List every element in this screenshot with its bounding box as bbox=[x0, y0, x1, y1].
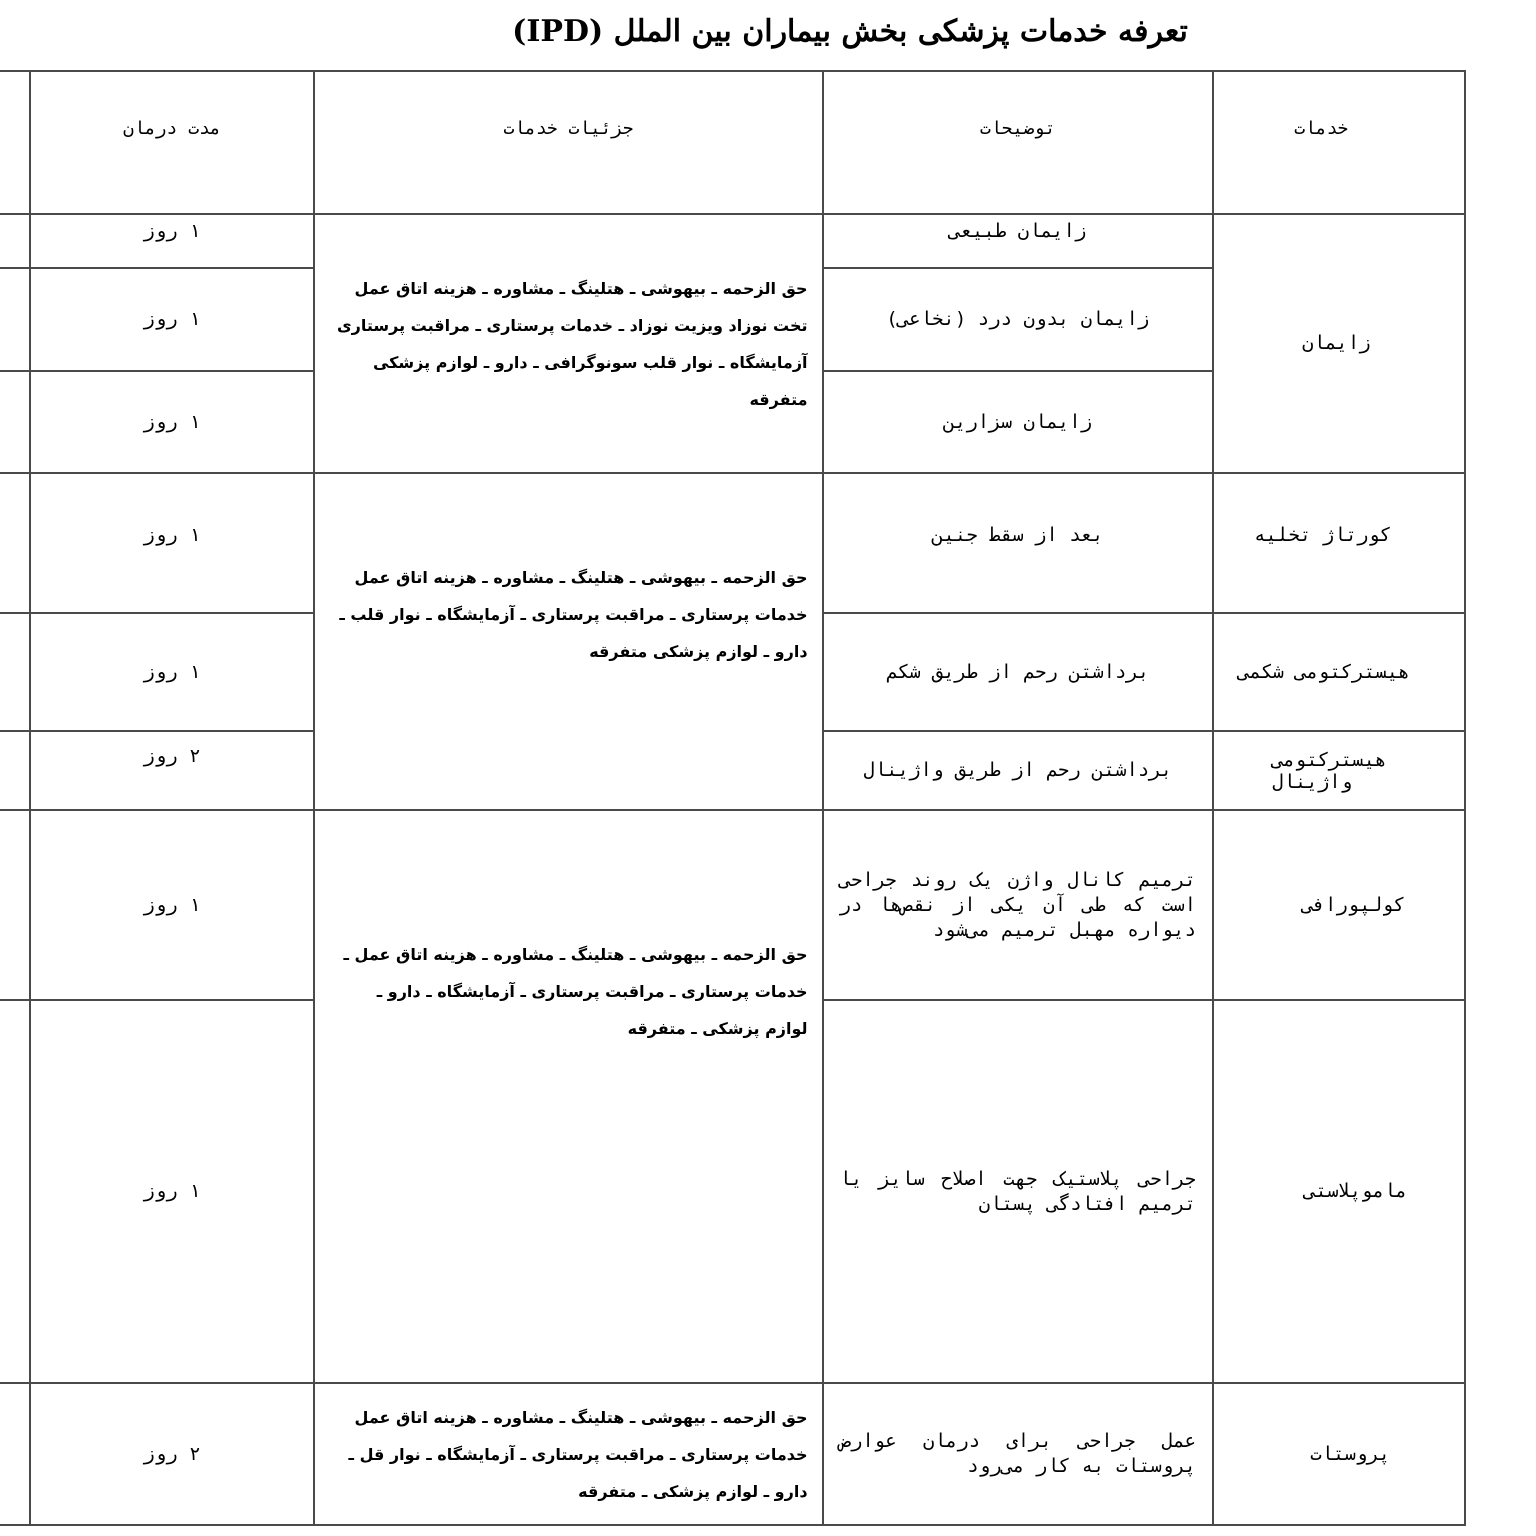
header-edge-cell bbox=[0, 71, 30, 214]
edge-cell bbox=[0, 214, 30, 268]
edge-cell bbox=[0, 613, 30, 731]
header-services: خدمات bbox=[1213, 71, 1465, 214]
description-cell: زایمان طبیعی bbox=[823, 214, 1214, 268]
duration-cell: ۲ روز bbox=[30, 731, 315, 810]
description-cell: جراحی پلاستیک جهت اصلاح سایز یا ترمیم افتادگی پستان bbox=[823, 1000, 1214, 1383]
table-row bbox=[0, 810, 1465, 1000]
description-cell: عمل جراحی برای درمان عوارض پروستات به کار می‌رود bbox=[823, 1383, 1214, 1525]
service-cell: ماموپلاستی bbox=[1213, 1000, 1465, 1383]
edge-cell bbox=[0, 1000, 30, 1383]
duration-cell: ۱ روز bbox=[30, 613, 315, 731]
duration-cell: ۱ روز bbox=[30, 1000, 315, 1383]
duration-cell: ۱ روز bbox=[30, 473, 315, 613]
duration-cell: ۱ روز bbox=[30, 810, 315, 1000]
description-cell: برداشتن رحم از طریق شکم bbox=[823, 613, 1214, 731]
edge-cell bbox=[0, 810, 30, 1000]
edge-cell bbox=[0, 371, 30, 473]
page-title: تعرفه خدمات پزشکی بخش بیماران بین الملل (IPD) bbox=[512, 14, 1188, 49]
details-cell: حق الزحمه ـ بیهوشی ـ هتلینگ ـ مشاوره ـ هزینه اتاق عمل ـ خدمات پرستاری ـ مراقبت پرستاری ـ آزمایشگاه ـ دارو ـ لوازم پزشکی ـ متفرقه bbox=[314, 810, 822, 1383]
header-service-details: جزئیات خدمات bbox=[314, 71, 822, 214]
duration-cell: ۲ روز bbox=[30, 1383, 315, 1525]
table-row bbox=[0, 1383, 1465, 1525]
description-cell: برداشتن رحم از طریق واژینال bbox=[823, 731, 1214, 810]
header-treatment-duration: مدت درمان bbox=[30, 71, 315, 214]
duration-cell: ۱ روز bbox=[30, 214, 315, 268]
service-cell: کولپورافی bbox=[1213, 810, 1465, 1000]
service-cell: هیسترکتومی شکمی bbox=[1213, 613, 1465, 731]
service-cell: کورتاژ تخلیه bbox=[1213, 473, 1465, 613]
edge-cell bbox=[0, 731, 30, 810]
description-cell: ترمیم کانال واژن یک روند جراحی است که طی آن یکی از نقص‌ها در دیواره مهبل ترمیم می‌شود bbox=[823, 810, 1214, 1000]
description-cell: بعد از سقط جنین bbox=[823, 473, 1214, 613]
table-header-row bbox=[0, 71, 1465, 214]
service-cell: پروستات bbox=[1213, 1383, 1465, 1525]
edge-cell bbox=[0, 473, 30, 613]
edge-cell bbox=[0, 1383, 30, 1525]
description-cell: زایمان سزارین bbox=[823, 371, 1214, 473]
tariff-table bbox=[0, 70, 1466, 1526]
edge-cell bbox=[0, 268, 30, 371]
service-cell: هیسترکتومی واژینال bbox=[1213, 731, 1465, 810]
duration-cell: ۱ روز bbox=[30, 268, 315, 371]
details-cell: حق الزحمه ـ بیهوشی ـ هتلینگ ـ مشاوره ـ هزینه اتاق عمل خدمات پرستاری ـ مراقبت پرستاری ـ آزمایشگاه ـ نوار قل ـ دارو ـ لوازم پزشکی ـ متفرقه bbox=[314, 1383, 822, 1525]
duration-cell: ۱ روز bbox=[30, 371, 315, 473]
table-row bbox=[0, 214, 1465, 268]
description-cell: زایمان بدون درد (نخاعی) bbox=[823, 268, 1214, 371]
details-cell: حق الزحمه ـ بیهوشی ـ هتلینگ ـ مشاوره ـ هزینه اتاق عمل خدمات پرستاری ـ مراقبت پرستاری ـ آزمایشگاه ـ نوار قلب ـ دارو ـ لوازم پزشکی متفرقه bbox=[314, 473, 822, 810]
header-description: توضیحات bbox=[823, 71, 1214, 214]
table-row bbox=[0, 473, 1465, 613]
tariff-table-wrapper bbox=[0, 70, 1536, 1526]
details-cell: حق الزحمه ـ بیهوشی ـ هتلینگ ـ مشاوره ـ هزینه اتاق عمل تخت نوزاد ویزیت نوزاد ـ خدمات پرستاری ـ مراقبت پرستاری آزمایشگاه ـ نوار قلب سونوگرافی ـ دارو ـ لوازم پزشکی متفرقه bbox=[314, 214, 822, 473]
service-cell: زایمان bbox=[1213, 214, 1465, 473]
